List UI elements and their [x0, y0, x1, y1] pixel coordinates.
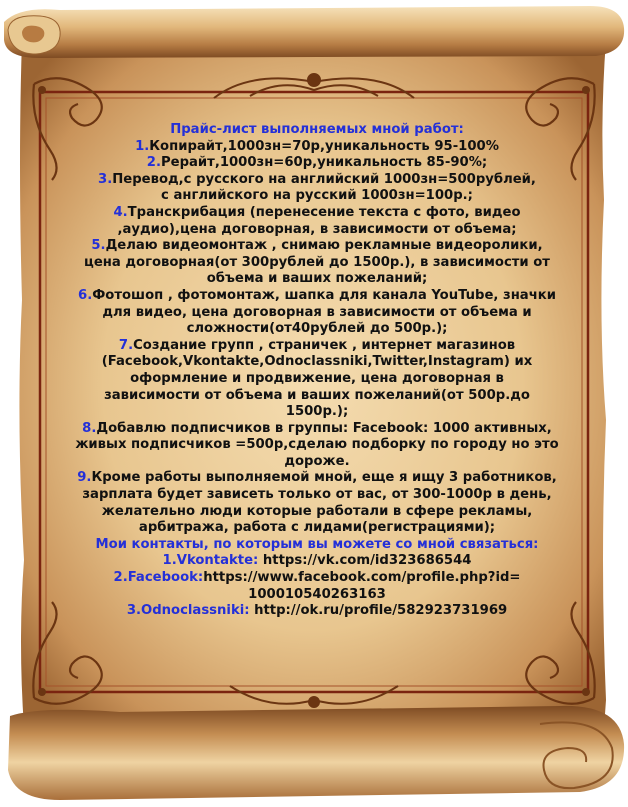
item-text: желательно люди которые работали в сфере рекламы, — [101, 503, 533, 519]
item-text: ,аудио),цена договорная, в зависимости от объема; — [117, 221, 517, 237]
contact-vkontakte — [52, 553, 582, 570]
item-7 — [52, 338, 582, 421]
item-3 — [52, 172, 582, 205]
item-9 — [52, 470, 582, 536]
item-number: 8. — [82, 420, 97, 436]
item-text: оформление и продвижение, цена договорная в — [130, 370, 504, 386]
contacts-heading: Мои контакты, по которым вы можете со мной связаться: — [95, 536, 539, 552]
item-text: сложности(от40рублей до 500р.); — [186, 321, 448, 337]
item-text: Перевод,с русского на английский 1000зн=500рублей, — [112, 171, 536, 187]
item-number: 5. — [91, 238, 106, 254]
item-text: (Facebook,Vkontakte,Odnoclassniki,Twitter,Instagram) их — [101, 354, 533, 370]
item-text: зарплата будет зависеть только от вас, от 300-1000р в день, — [82, 487, 552, 503]
contact-odnoclassniki — [52, 603, 582, 620]
item-2 — [52, 155, 582, 172]
item-number: 7. — [118, 337, 134, 353]
item-number: 2. — [146, 155, 161, 171]
item-text: Добавлю подписчиков в группы: Facebook: 1000 активных, — [96, 420, 552, 436]
item-number: 3. — [98, 171, 113, 187]
item-text: 1500р.); — [285, 404, 349, 420]
item-text: живых подписчиков =500р,сделаю подборку по городу но это — [75, 437, 559, 453]
item-text: цена договорная(от 300рублей до 1500р.), в зависимости от — [84, 254, 550, 270]
item-text: зависимости от объема и ваших пожеланий(от 500р.до — [104, 387, 530, 403]
item-text: Делаю видеомонтаж , снимаю рекламные видеоролики, — [105, 238, 543, 254]
item-text: объема и ваших пожеланий; — [206, 271, 428, 287]
item-text: с английского на русский 1000зн=100р.; — [161, 188, 473, 204]
contact-link[interactable]: https://www.facebook.com/profile.php?id= — [203, 570, 521, 586]
item-number: 1. — [135, 138, 150, 154]
item-number: 6. — [78, 287, 93, 303]
contact-link-continued[interactable]: 100010540263163 — [248, 586, 386, 602]
item-5 — [52, 238, 582, 288]
contact-link[interactable]: https://vk.com/id323686544 — [258, 553, 472, 569]
contact-link[interactable]: http://ok.ru/profile/582923731969 — [249, 603, 508, 619]
contact-label: 2.Facebook: — [113, 570, 204, 586]
item-8 — [52, 421, 582, 471]
item-4 — [52, 205, 582, 238]
item-text: Копирайт,1000зн=70р,уникальность 95-100% — [149, 138, 499, 154]
price-list — [52, 122, 582, 620]
item-6 — [52, 288, 582, 338]
item-text: дороже. — [284, 453, 350, 469]
contact-label: 3.Odnoclassniki: — [126, 603, 250, 619]
item-text: Рерайт,1000зн=60р,уникальность 85-90%; — [160, 155, 488, 171]
contact-facebook — [52, 570, 582, 603]
item-text: Кроме работы выполняемой мной, еще я ищу 3 работников, — [91, 470, 557, 486]
item-number: 9. — [77, 470, 92, 486]
item-1 — [52, 139, 582, 156]
item-number: 4. — [113, 204, 128, 220]
item-text: Фотошоп , фотомонтаж, шапка для канала YouTube, значки — [92, 287, 556, 303]
item-text: Транскрибация (перенесение текста с фото, видео — [127, 204, 521, 220]
price-list-title: Прайс-лист выполняемых мной работ: — [170, 122, 464, 137]
item-text: для видео, цена договорная в зависимости от объема и — [102, 304, 532, 320]
item-text: арбитража, работа с лидами(регистрациями); — [138, 520, 496, 536]
item-text: Создание групп , страничек , интернет магазинов — [133, 337, 516, 353]
contact-label: 1.Vkontakte: — [162, 553, 259, 569]
